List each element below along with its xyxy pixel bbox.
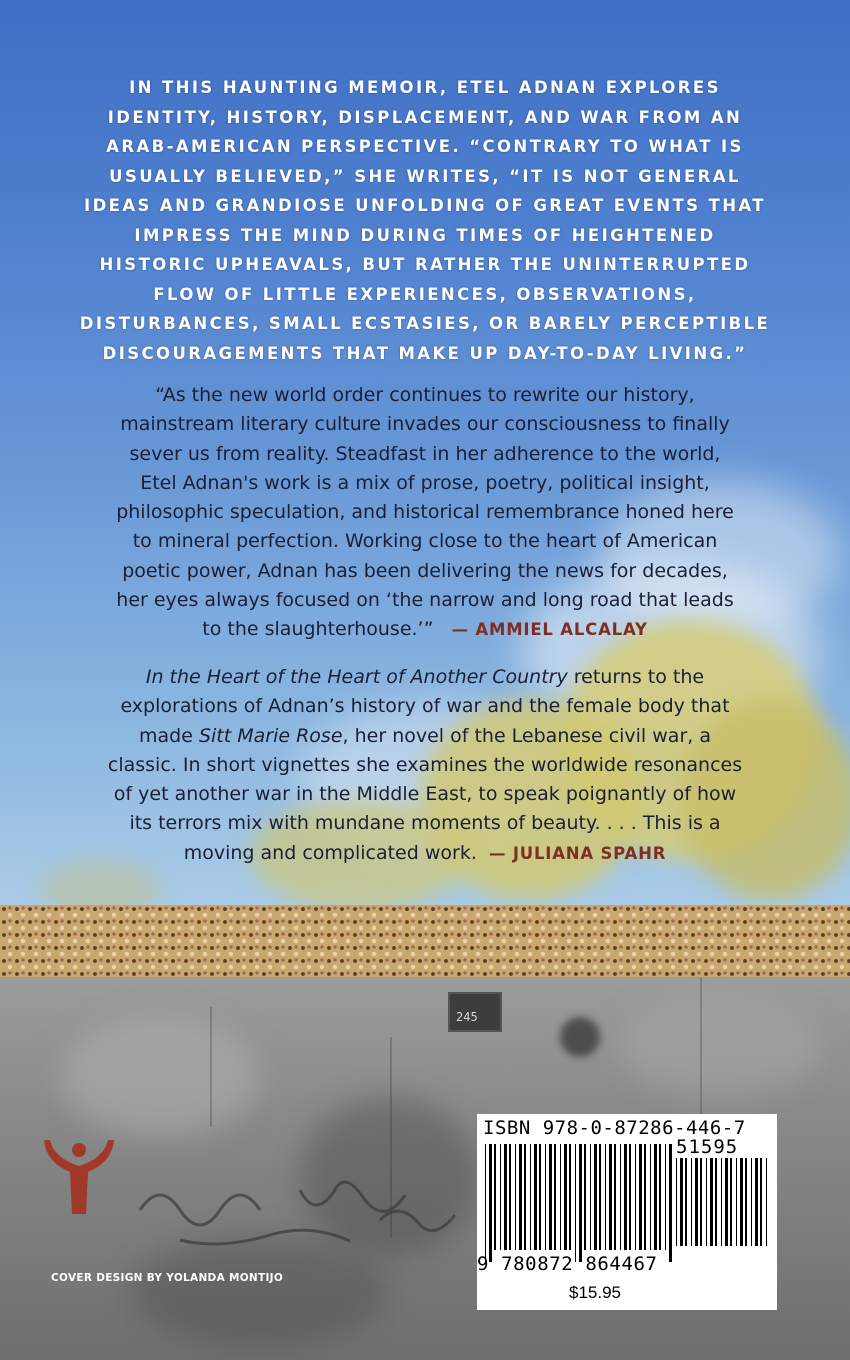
quote-text: made — [139, 724, 199, 747]
blurb-line: IDEAS AND GRANDIOSE UNFOLDING OF GREAT EVENTS THAT — [84, 196, 766, 215]
blurb — [0, 73, 850, 368]
quote-text: moving and complicated work. — [183, 841, 477, 864]
quote-line: “As the new world order continues to rewrite our history, — [155, 384, 695, 406]
isbn-text: ISBN 978-0-87286-446-7 — [483, 1117, 746, 1139]
blurb-line: USUALLY BELIEVED,” SHE WRITES, “IT IS NOT GENERAL — [109, 166, 741, 186]
blurb-line: IDENTITY, HISTORY, DISPLACEMENT, AND WAR FROM AN — [107, 107, 743, 127]
quote-line: explorations of Adnan’s history of war and the female body that — [120, 695, 730, 718]
quote-line: sever us from reality. Steadfast in her adherence to the world, — [129, 442, 721, 465]
street-sign-number: 245 — [456, 1010, 478, 1024]
blurb-line: ARAB-AMERICAN PERSPECTIVE. “CONTRARY TO WHAT IS — [106, 137, 744, 156]
endorsement-alcalay — [0, 381, 850, 645]
quote-text: returns to the — [567, 666, 705, 688]
blurb-line: DISCOURAGEMENTS THAT MAKE UP DAY-TO-DAY LIVING.” — [102, 343, 748, 363]
street-sign — [448, 992, 502, 1032]
novel-title: Sitt Marie Rose — [198, 724, 343, 747]
quote-line: of yet another war in the Middle East, to speak poignantly of how — [113, 783, 737, 806]
quote-line-text: to the slaughterhouse.’” — [202, 618, 434, 641]
blurb-line: IMPRESS THE MIND DURING TIMES OF HEIGHTENED — [134, 225, 716, 245]
publisher-logo-icon — [40, 1128, 118, 1216]
quote-line: to mineral perfection. Working close to the heart of American — [132, 530, 718, 553]
attribution-alcalay: — AMMIEL ALCALAY — [451, 620, 648, 640]
ean-digits: 9 780872 864467 — [477, 1253, 658, 1275]
quote-line: classic. In short vignettes she examines the worldwide resonances — [107, 753, 743, 776]
supplement-code: 51595 — [676, 1136, 739, 1158]
supplement-barcode — [676, 1158, 771, 1258]
price: $15.95 — [569, 1283, 621, 1302]
quote-line: mainstream literary culture invades our consciousness to finally — [120, 413, 730, 436]
cover-design-credit: COVER DESIGN BY YOLANDA MONTIJO — [51, 1272, 284, 1284]
ean-barcode — [485, 1144, 673, 1262]
quote-line: her eyes always focused on ‘the narrow and long road that leads — [116, 589, 734, 612]
blurb-line: DISTURBANCES, SMALL ECSTASIES, OR BARELY PERCEPTIBLE — [79, 314, 771, 333]
attribution-spahr: — JULIANA SPAHR — [488, 843, 667, 863]
quote-line: Etel Adnan's work is a mix of prose, poetry, political insight, — [140, 471, 710, 494]
quote-line: poetic power, Adnan has been delivering the news for decades, — [122, 559, 728, 582]
quote-line-last — [0, 839, 850, 868]
quote-line-last — [0, 615, 850, 644]
barcode-panel — [477, 1114, 777, 1310]
blurb-line: IN THIS HAUNTING MEMOIR, ETEL ADNAN EXPLORES — [129, 78, 721, 97]
endorsement-spahr — [0, 663, 850, 868]
arabic-graffiti — [120, 1150, 480, 1260]
blurb-line: FLOW OF LITTLE EXPERIENCES, OBSERVATIONS, — [153, 284, 697, 304]
blurb-line: HISTORIC UPHEAVALS, BUT RATHER THE UNINTERRUPTED — [99, 255, 751, 274]
quote-line — [0, 722, 850, 751]
quote-text: , her novel of the Lebanese civil war, a — [342, 724, 711, 747]
quote-line: its terrors mix with mundane moments of beauty. . . . This is a — [129, 812, 721, 835]
arabesque-pattern-band — [0, 905, 850, 977]
book-title: In the Heart of the Heart of Another Country — [145, 666, 568, 688]
quote-line: philosophic speculation, and historical remembrance honed here — [116, 501, 734, 524]
quote-line — [0, 663, 850, 692]
